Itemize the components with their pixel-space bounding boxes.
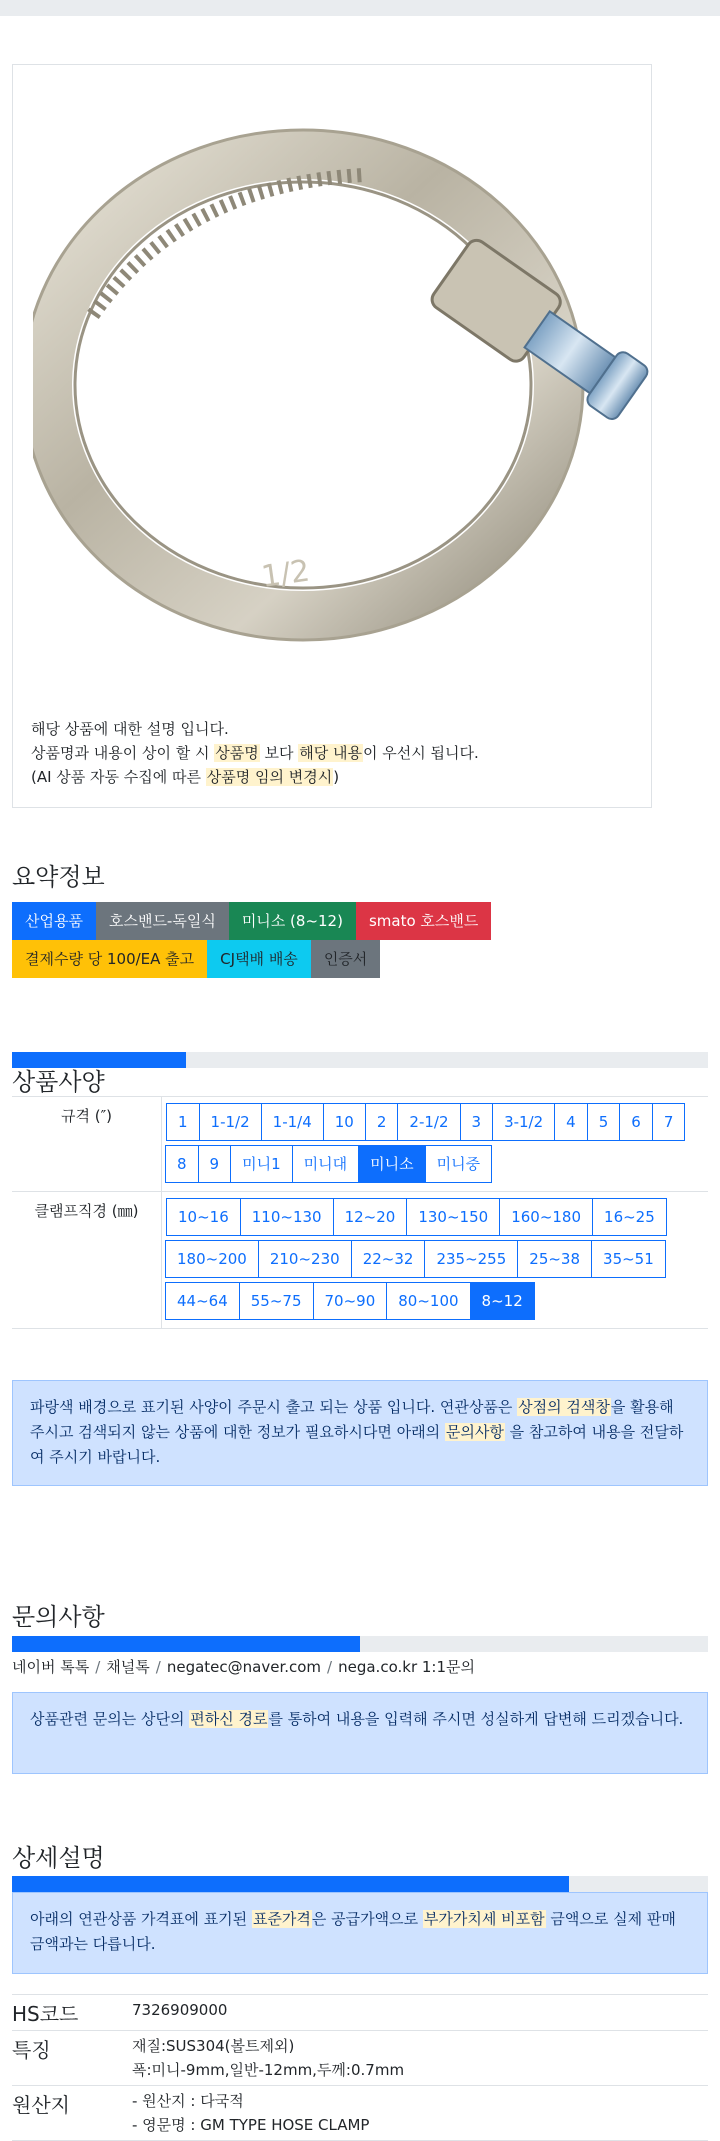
- detail-progress-fill: [12, 1876, 569, 1892]
- contact-links: [12, 1656, 475, 1677]
- inquiry-notice: [12, 1692, 708, 1774]
- notice-text: 은 공급가액으로: [311, 1910, 423, 1928]
- notice-text: 금액으로 실제 판매금액과는 다릅니다.: [30, 1910, 676, 1953]
- spec-option-button[interactable]: 2-1/2: [397, 1103, 460, 1141]
- info-row: [12, 2031, 708, 2086]
- info-label: 특징: [12, 2038, 51, 2062]
- info-value-line: - 영문명 : GM TYPE HOSE CLAMP: [132, 2116, 370, 2134]
- product-info-table: [12, 1994, 708, 2141]
- svg-text:1/2: 1/2: [259, 553, 312, 595]
- spec-option-button[interactable]: 9: [198, 1145, 232, 1183]
- spec-option-button[interactable]: 10~16: [166, 1198, 241, 1236]
- notice-text: 를 통하여 내용을 입력해 주시면 성실하게 답변해 드리겠습니다.: [268, 1710, 684, 1728]
- detail-title: 상세설명: [12, 1844, 105, 1872]
- info-value-line: - 원산지 : 다국적: [132, 2092, 244, 2110]
- spec-options: [162, 1097, 708, 1191]
- spec-option-button[interactable]: 6: [619, 1103, 653, 1141]
- spec-option-button[interactable]: 미니대: [292, 1145, 359, 1183]
- spec-option-button[interactable]: 4: [554, 1103, 588, 1141]
- info-value: [132, 2031, 708, 2085]
- summary-title: 요약정보: [12, 863, 105, 891]
- info-value-line: 7326909000: [132, 2001, 228, 2019]
- desc-text: ): [333, 768, 340, 786]
- spec-option-button[interactable]: 44~64: [165, 1282, 240, 1320]
- highlight-store-search: 상점의 검색창: [518, 1398, 610, 1416]
- notice-text: 아래의 연관상품 가격표에 표기된: [30, 1910, 252, 1928]
- spec-option-button[interactable]: 미니소: [358, 1145, 425, 1183]
- contact-separator: /: [95, 1658, 101, 1676]
- spec-progress-bar: [12, 1052, 708, 1068]
- contact-link[interactable]: 네이버 톡톡: [12, 1658, 90, 1676]
- spec-option-button[interactable]: 130~150: [406, 1198, 500, 1236]
- desc-text: (AI 상품 자동 수집에 따른: [31, 768, 206, 786]
- spec-label: 규격 (″): [12, 1097, 162, 1191]
- summary-badge: 산업용품: [12, 902, 96, 940]
- spec-option-button[interactable]: 160~180: [499, 1198, 593, 1236]
- spec-options: [162, 1192, 708, 1328]
- hose-clamp-image: [33, 125, 653, 685]
- spec-table: [12, 1096, 708, 1329]
- desc-text: 보다: [259, 744, 299, 762]
- summary-badge: 결제수량 당 100/EA 출고: [12, 940, 207, 978]
- info-value: [132, 2086, 708, 2140]
- spec-option-button[interactable]: 3: [460, 1103, 494, 1141]
- inquiry-title: 문의사항: [12, 1603, 105, 1631]
- highlight-vat-excluded: 부가가치세 비포함: [423, 1910, 545, 1928]
- spec-option-button[interactable]: 55~75: [239, 1282, 314, 1320]
- summary-badge: 호스밴드-독일식: [96, 902, 229, 940]
- desc-line-1: 해당 상품에 대한 설명 입니다.: [31, 720, 229, 738]
- spec-option-button[interactable]: 35~51: [591, 1240, 666, 1278]
- detail-notice: [12, 1892, 708, 1974]
- spec-label: 클램프직경 (㎜): [12, 1192, 162, 1328]
- inquiry-progress-fill: [12, 1636, 360, 1652]
- spec-option-button[interactable]: 180~200: [165, 1240, 259, 1278]
- notice-text: 을 활용해 주시고 검색되지 않는 상품에 대한 정보가 필요하시다면 아래의: [30, 1398, 674, 1441]
- spec-option-button[interactable]: 16~25: [592, 1198, 667, 1236]
- highlight-product-name: 상품명: [215, 744, 259, 762]
- summary-badges: [12, 902, 552, 978]
- highlight-inquiry: 문의사항: [445, 1423, 504, 1441]
- spec-option-button[interactable]: 70~90: [313, 1282, 388, 1320]
- info-label: 원산지: [12, 2093, 70, 2117]
- info-value-line: 폭:미니-9mm,일반-12mm,두께:0.7mm: [132, 2061, 405, 2079]
- spec-option-button[interactable]: 1-1/2: [199, 1103, 262, 1141]
- spec-title: 상품사양: [12, 1068, 105, 1096]
- spec-option-button[interactable]: 7: [652, 1103, 686, 1141]
- contact-separator: /: [155, 1658, 161, 1676]
- spec-option-button[interactable]: 8: [165, 1145, 199, 1183]
- spec-option-button[interactable]: 235~255: [424, 1240, 518, 1278]
- spec-option-button[interactable]: 110~130: [240, 1198, 334, 1236]
- spec-option-button[interactable]: 12~20: [333, 1198, 408, 1236]
- summary-badge: 미니소 (8~12): [229, 902, 356, 940]
- contact-separator: /: [327, 1658, 333, 1676]
- info-row: [12, 2086, 708, 2141]
- highlight-standard-price: 표준가격: [252, 1910, 311, 1928]
- info-row: [12, 1995, 708, 2031]
- detail-progress-bar: [12, 1876, 708, 1892]
- info-value-line: 재질:SUS304(볼트제외): [132, 2037, 295, 2055]
- spec-option-button[interactable]: 미니중: [425, 1145, 492, 1183]
- summary-badge: 인증서: [311, 940, 380, 978]
- product-image-card: [12, 64, 652, 808]
- desc-text: 상품명과 내용이 상이 할 시: [31, 744, 215, 762]
- spec-option-button[interactable]: 22~32: [351, 1240, 426, 1278]
- highlight-name-change: 상품명 임의 변경시: [206, 768, 333, 786]
- summary-badge: CJ택배 배송: [207, 940, 311, 978]
- contact-link[interactable]: 채널톡: [106, 1658, 150, 1676]
- spec-option-button[interactable]: 3-1/2: [492, 1103, 555, 1141]
- contact-link[interactable]: nega.co.kr 1:1문의: [338, 1658, 475, 1676]
- notice-text: 상품관련 문의는 상단의: [30, 1710, 190, 1728]
- highlight-content: 해당 내용: [299, 744, 362, 762]
- notice-text: 을 참고하여 내용을 전달하여 주시기 바랍니다.: [30, 1423, 684, 1466]
- desc-line-3: [31, 765, 479, 789]
- spec-option-button[interactable]: 80~100: [386, 1282, 470, 1320]
- contact-link[interactable]: negatec@naver.com: [166, 1658, 322, 1676]
- spec-notice: [12, 1380, 708, 1486]
- desc-line-2: [31, 741, 479, 765]
- spec-option-button[interactable]: 1: [166, 1103, 200, 1141]
- spec-option-button[interactable]: 10: [323, 1103, 366, 1141]
- spec-option-button[interactable]: 2: [365, 1103, 399, 1141]
- spec-option-button[interactable]: 미니1: [230, 1145, 293, 1183]
- inquiry-progress-bar: [12, 1636, 708, 1652]
- desc-text: 이 우선시 됩니다.: [362, 744, 479, 762]
- spec-option-button[interactable]: 5: [587, 1103, 621, 1141]
- spec-row: [12, 1097, 708, 1192]
- spec-option-button[interactable]: 210~230: [258, 1240, 352, 1278]
- spec-option-button[interactable]: 8~12: [470, 1282, 535, 1320]
- notice-text: 파랑색 배경으로 표기된 사양이 주문시 출고 되는 상품 입니다. 연관상품은: [30, 1398, 518, 1416]
- top-bar: [0, 0, 720, 16]
- product-description: [31, 717, 479, 789]
- spec-option-button[interactable]: 1-1/4: [261, 1103, 324, 1141]
- info-value: [132, 1995, 708, 2030]
- spec-row: [12, 1192, 708, 1329]
- summary-badge: smato 호스밴드: [356, 902, 491, 940]
- info-label: HS코드: [12, 2002, 79, 2026]
- spec-option-button[interactable]: 25~38: [517, 1240, 592, 1278]
- highlight-convenient-route: 편하신 경로: [190, 1710, 268, 1728]
